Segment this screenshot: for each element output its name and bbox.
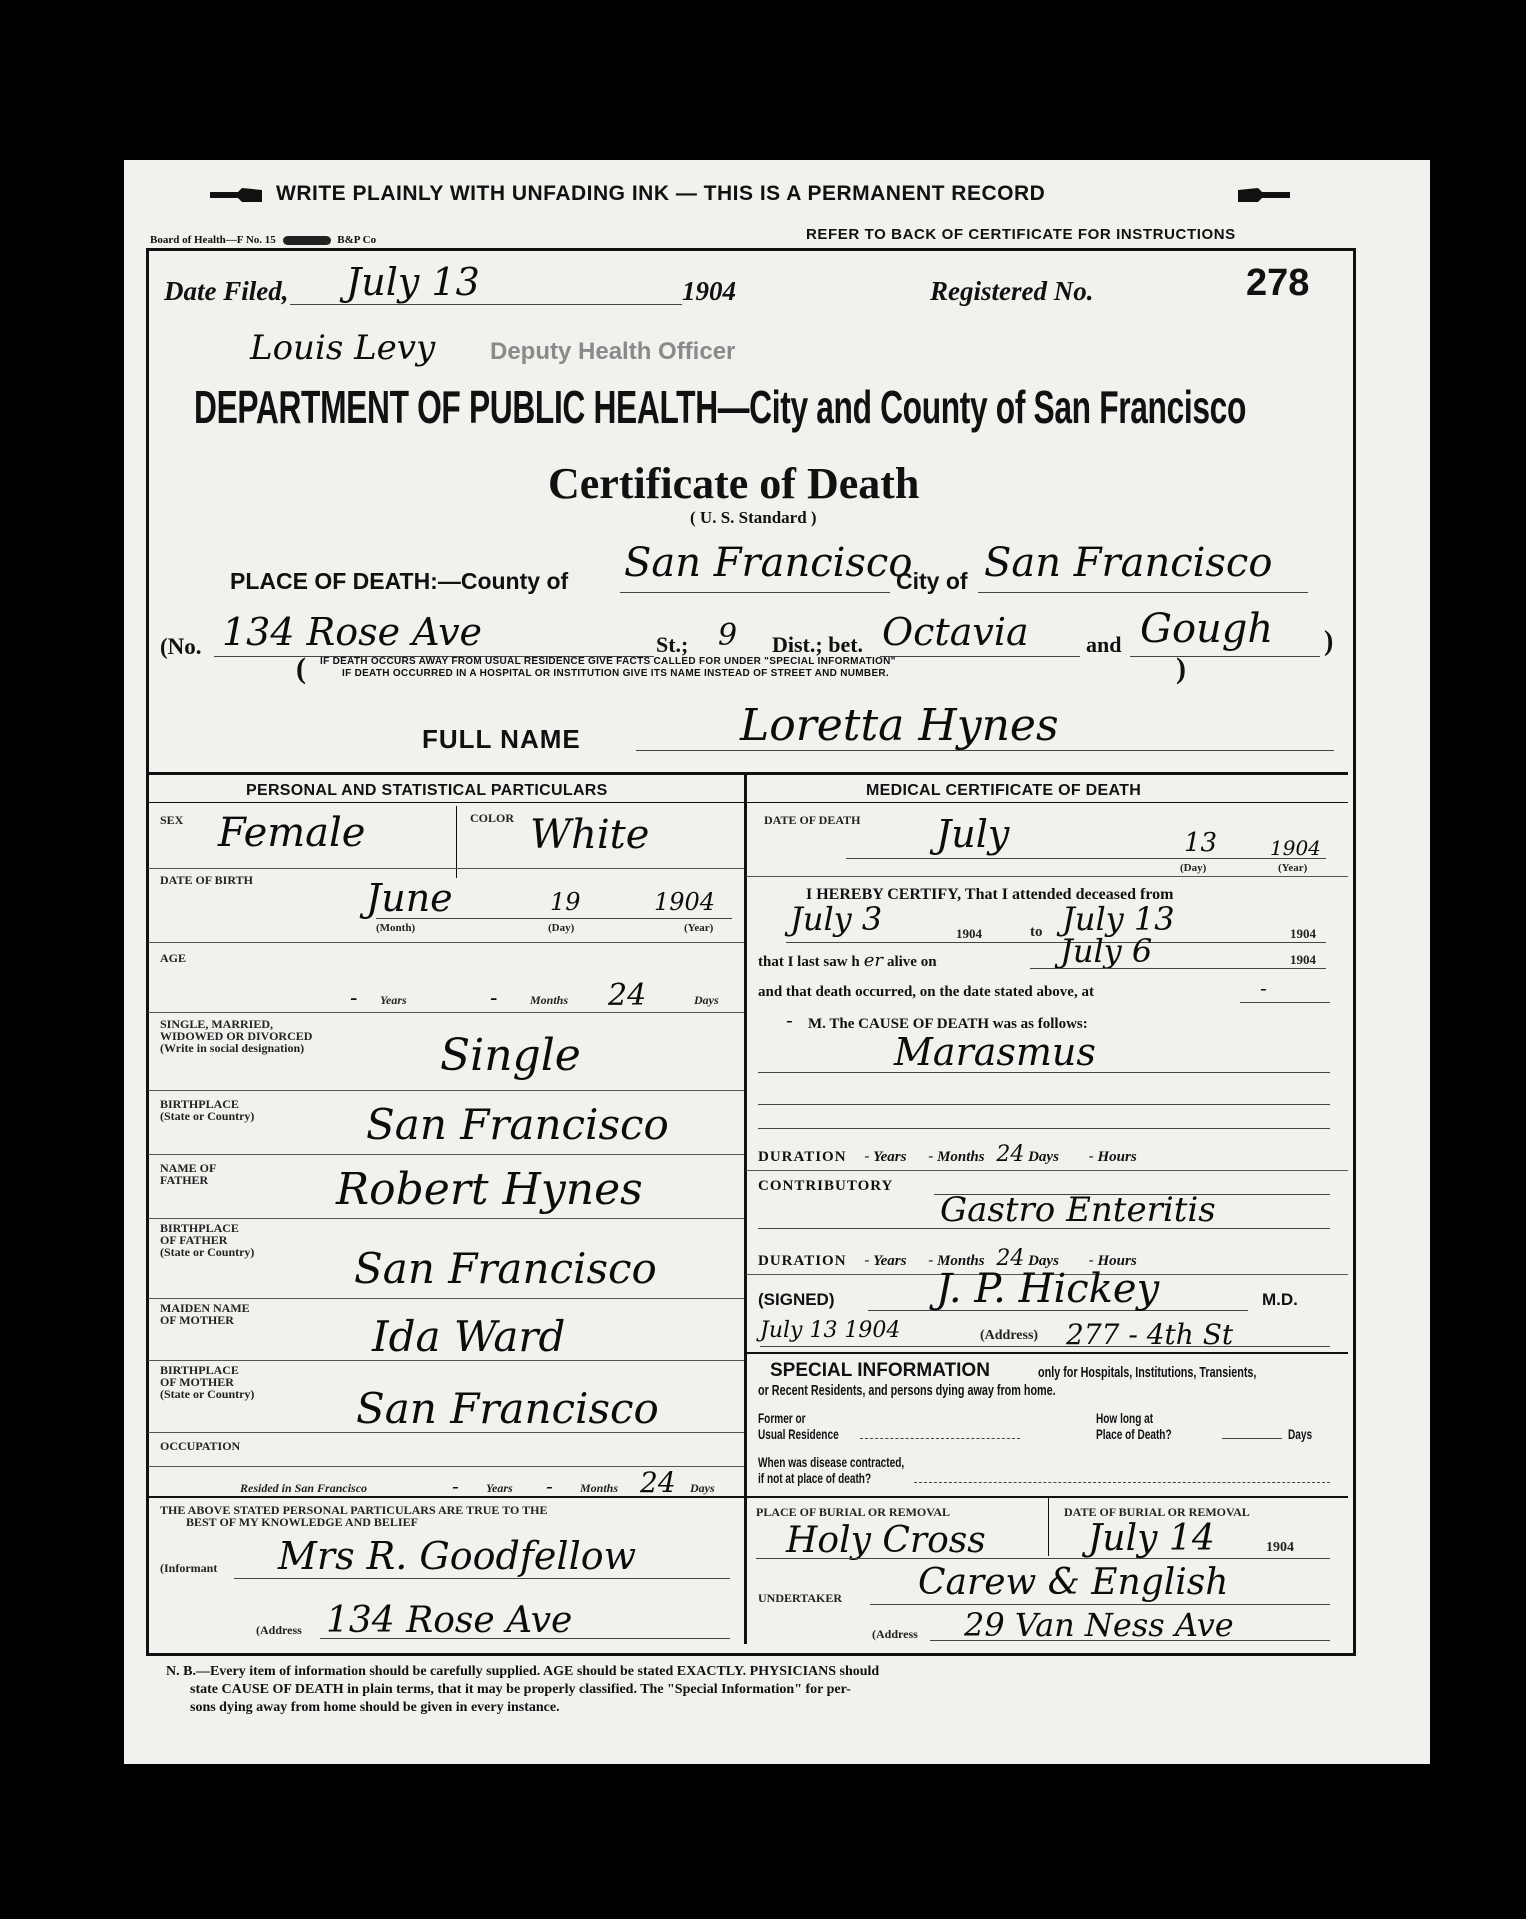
father-label-1: NAME OF	[160, 1161, 217, 1175]
special-note-2: or Recent Residents, and persons dying away from home.	[758, 1382, 1056, 1399]
certify-text: I HEREBY CERTIFY, That I attended deceased from	[806, 886, 1174, 903]
birthplace-row-rule	[148, 1154, 744, 1155]
informant-address-label: (Address	[256, 1623, 302, 1637]
dur1-days: 24	[996, 1142, 1025, 1167]
attended-to-label: to	[1030, 924, 1043, 940]
undertaker-label: UNDERTAKER	[758, 1591, 843, 1605]
dur1-years-caption: Years	[873, 1149, 907, 1165]
age-days-caption: Days	[694, 993, 719, 1007]
how-long-days: Days	[1288, 1426, 1313, 1442]
last-saw-text: that I last saw h	[758, 954, 860, 970]
dod-year-caption: (Year)	[1278, 862, 1308, 874]
dod-row-rule	[746, 876, 1348, 877]
place-of-death-label: PLACE OF DEATH:—County of	[230, 568, 569, 594]
dur2-years-caption: Years	[873, 1253, 907, 1269]
burial-top-rule	[746, 1496, 1348, 1498]
between1-line	[880, 656, 1080, 657]
sections-top-rule	[148, 772, 1348, 775]
special-heading: SPECIAL INFORMATION	[770, 1360, 990, 1381]
and-label: and	[1086, 632, 1122, 657]
informant-label: (Informant	[160, 1561, 218, 1575]
informant-name: Mrs R. Goodfellow	[278, 1534, 637, 1578]
dob-line	[376, 918, 732, 919]
birthplace-value: San Francisco	[366, 1100, 669, 1149]
county-line	[620, 592, 890, 593]
contracted-line	[914, 1482, 1330, 1483]
printer-text: B&P Co	[337, 234, 377, 246]
physician-signature: J. P. Hickey	[936, 1266, 1160, 1312]
dob-label: DATE OF BIRTH	[160, 873, 253, 887]
how-long-label-2: Place of Death?	[1096, 1426, 1172, 1442]
dod-label: DATE OF DEATH	[764, 813, 861, 827]
burial-line	[756, 1558, 1330, 1559]
date-filed-line	[290, 304, 682, 305]
occurred-line	[1240, 1002, 1330, 1003]
attended-from-year: 1904	[956, 926, 982, 941]
informant-statement-1: THE ABOVE STATED PERSONAL PARTICULARS ARE TRUE TO THE	[160, 1503, 548, 1517]
personal-heading: PERSONAL AND STATISTICAL PARTICULARS	[246, 782, 608, 799]
resided-days-caption: Days	[690, 1481, 715, 1495]
former-line	[860, 1438, 1020, 1439]
street-value: 134 Rose Ave	[222, 610, 483, 654]
mother-bp-value: San Francisco	[356, 1384, 659, 1433]
date-filed-value: July 13	[346, 260, 480, 304]
dist-value: 9	[718, 618, 738, 653]
md-label: M.D.	[1262, 1290, 1298, 1309]
father-value: Robert Hynes	[336, 1164, 643, 1215]
duration-row-1	[758, 1142, 1137, 1167]
footer-note-2: state CAUSE OF DEATH in plain terms, that it may be properly classified. The "Special Information" for per-	[190, 1682, 851, 1697]
physician-address-line	[760, 1346, 1330, 1347]
form-id	[150, 234, 376, 246]
former-label-1: Former or	[758, 1410, 806, 1426]
informant-top-rule	[148, 1496, 744, 1498]
city-label: City of	[896, 568, 968, 594]
medical-heading-rule	[746, 802, 1348, 803]
signed-date: July 13 1904	[760, 1318, 901, 1343]
deputy-title-stamp: Deputy Health Officer	[490, 338, 736, 365]
dob-day-caption: (Day)	[548, 922, 575, 934]
physician-address: 277 - 4th St	[1066, 1318, 1234, 1351]
ink-notice: WRITE PLAINLY WITH UNFADING INK — THIS IS A PERMANENT RECORD	[276, 182, 1046, 205]
father-bp-label-1: BIRTHPLACE	[160, 1221, 239, 1235]
attended-to-year: 1904	[1290, 926, 1316, 941]
last-saw-line	[1030, 968, 1326, 969]
mother-bp-label-3: (State or Country)	[160, 1387, 255, 1401]
place-note-close-paren: )	[1176, 652, 1186, 685]
mother-bp-row-rule	[148, 1432, 744, 1433]
resided-days: 24	[640, 1466, 676, 1499]
how-long-label-1: How long at	[1096, 1410, 1154, 1426]
dur1-months-caption: Months	[937, 1149, 985, 1165]
mother-label-1: MAIDEN NAME	[160, 1301, 250, 1315]
cause-line-3	[758, 1128, 1330, 1129]
dur2-days-caption: Days	[1028, 1253, 1059, 1269]
city-value: San Francisco	[984, 540, 1273, 586]
between1-value: Octavia	[882, 610, 1029, 654]
mother-bp-label-1: BIRTHPLACE	[160, 1363, 239, 1377]
age-label: AGE	[160, 951, 187, 965]
cause-line-1	[758, 1072, 1330, 1073]
informant-line	[234, 1578, 730, 1579]
undertaker-line	[870, 1604, 1330, 1605]
dur1-hours-caption: Hours	[1097, 1149, 1137, 1165]
between2-line	[1130, 656, 1320, 657]
city-line	[978, 592, 1308, 593]
county-value: San Francisco	[624, 540, 913, 586]
resided-months-caption: Months	[580, 1481, 619, 1495]
mother-bp-label-2: OF MOTHER	[160, 1375, 234, 1389]
burial-year: 1904	[1266, 1540, 1294, 1555]
undertaker-address-label: (Address	[872, 1627, 918, 1641]
alive-on-text: alive on	[886, 954, 937, 970]
certificate-title: Certificate of Death	[548, 459, 920, 508]
age-years-caption: Years	[380, 993, 407, 1007]
resided-months: -	[546, 1474, 553, 1498]
dob-month-caption: (Month)	[376, 922, 416, 934]
undertaker-value: Carew & English	[918, 1562, 1229, 1603]
pointing-hand-right-icon	[1236, 186, 1292, 204]
mother-label-2: OF MOTHER	[160, 1313, 234, 1327]
date-filed-year: 1904	[682, 276, 736, 306]
us-standard: ( U. S. Standard )	[690, 508, 817, 527]
street-close-paren: )	[1324, 626, 1334, 657]
dob-row-rule	[148, 942, 744, 943]
resided-years-caption: Years	[486, 1481, 513, 1495]
st-label: St.;	[656, 632, 689, 657]
resided-years: -	[452, 1474, 459, 1498]
physician-address-label: (Address)	[980, 1328, 1039, 1343]
dur2-months: -	[928, 1251, 934, 1269]
burial-place: Holy Cross	[786, 1520, 986, 1561]
burial-divider	[1048, 1498, 1049, 1556]
dod-year: 1904	[1270, 836, 1321, 860]
dur1-hours: -	[1088, 1147, 1094, 1165]
contributory-line-2	[758, 1228, 1330, 1229]
place-note-2: IF DEATH OCCURRED IN A HOSPITAL OR INSTITUTION GIVE ITS NAME INSTEAD OF STREET AND NUMBER.	[342, 668, 890, 679]
deputy-signature: Louis Levy	[250, 328, 436, 368]
age-row-rule	[148, 1012, 744, 1013]
burial-date: July 14	[1088, 1518, 1215, 1559]
father-label-2: FATHER	[160, 1173, 209, 1187]
department-title: DEPARTMENT OF PUBLIC HEALTH—City and County of San Francisco	[194, 381, 1247, 433]
refer-back-note: REFER TO BACK OF CERTIFICATE FOR INSTRUCTIONS	[806, 226, 1236, 243]
between2-value: Gough	[1140, 606, 1274, 652]
pointing-hand-left-icon	[208, 186, 264, 204]
full-name-value: Loretta Hynes	[740, 700, 1059, 751]
father-bp-label-3: (State or Country)	[160, 1245, 255, 1259]
dod-day-caption: (Day)	[1180, 862, 1207, 874]
duration-label-1: DURATION	[758, 1149, 847, 1165]
special-note-1: only for Hospitals, Institutions, Transients,	[1038, 1364, 1257, 1381]
marital-value: Single	[440, 1030, 581, 1081]
footer-note-3: sons dying away from home should be given in every instance.	[190, 1700, 560, 1715]
medical-heading: MEDICAL CERTIFICATE OF DEATH	[866, 782, 1142, 799]
birthplace-label-1: BIRTHPLACE	[160, 1097, 239, 1111]
age-months: -	[490, 986, 498, 1011]
occurred-text: and that death occurred, on the date stated above, at	[758, 984, 1094, 1000]
sex-value: Female	[218, 810, 366, 856]
registered-label: Registered No.	[930, 276, 1094, 306]
dod-line	[846, 858, 1326, 859]
attended-from: July 3	[790, 900, 883, 938]
special-top-rule	[746, 1352, 1348, 1354]
last-saw-her: er	[863, 950, 883, 971]
occurred-time: -	[1260, 976, 1267, 1000]
color-value: White	[530, 812, 650, 858]
informant-statement-2: BEST OF MY KNOWLEDGE AND BELIEF	[186, 1515, 418, 1529]
cause-value: Marasmus	[894, 1030, 1096, 1074]
footer-note-1: N. B.—Every item of information should be carefully supplied. AGE should be stated EXACTLY. PHYSICIANS should	[166, 1664, 880, 1679]
date-filed-label: Date Filed,	[164, 276, 289, 306]
father-row-rule	[148, 1218, 744, 1219]
dur2-days: 24	[996, 1246, 1025, 1271]
last-saw-year: 1904	[1290, 952, 1316, 967]
how-long-line	[1222, 1438, 1282, 1439]
undertaker-address: 29 Van Ness Ave	[964, 1606, 1234, 1644]
dur1-months: -	[928, 1147, 934, 1165]
full-name-label: FULL NAME	[422, 724, 581, 754]
marital-row-rule	[148, 1090, 744, 1091]
last-saw-label	[758, 950, 937, 971]
dur1-days-caption: Days	[1028, 1149, 1059, 1165]
last-saw-date: July 6	[1060, 932, 1153, 970]
dod-day: 13	[1184, 828, 1218, 858]
dod-month: July	[936, 812, 1010, 856]
color-label: COLOR	[470, 811, 515, 825]
dist-label: Dist.; bet.	[772, 632, 864, 657]
marital-label-1: SINGLE, MARRIED,	[160, 1017, 274, 1031]
cause-intro: M. The CAUSE OF DEATH was as follows:	[808, 1016, 1088, 1032]
attended-to: July 13	[1062, 900, 1175, 938]
cause-line-2	[758, 1104, 1330, 1105]
occupation-label: OCCUPATION	[160, 1439, 241, 1453]
contributory-value: Gastro Enteritis	[940, 1190, 1216, 1230]
dur2-hours: -	[1088, 1251, 1094, 1269]
personal-heading-rule	[148, 802, 744, 803]
union-label-icon	[283, 236, 331, 245]
dur1-years: -	[864, 1147, 870, 1165]
mother-value: Ida Ward	[372, 1312, 566, 1361]
dob-month: June	[366, 876, 453, 920]
father-bp-row-rule	[148, 1298, 744, 1299]
dur2-months-caption: Months	[937, 1253, 985, 1269]
attended-line	[786, 942, 1326, 943]
age-years: -	[350, 986, 358, 1011]
duration-label-2: DURATION	[758, 1253, 847, 1269]
resided-label: Resided in San Francisco	[240, 1481, 368, 1495]
form-id-text: Board of Health—F No. 15	[150, 234, 276, 246]
father-bp-label-2: OF FATHER	[160, 1233, 228, 1247]
place-note-1: IF DEATH OCCURS AWAY FROM USUAL RESIDENCE GIVE FACTS CALLED FOR UNDER "SPECIAL INFORMATION"	[320, 656, 896, 667]
father-bp-value: San Francisco	[354, 1244, 657, 1293]
informant-address: 134 Rose Ave	[326, 1600, 573, 1641]
sex-row-rule	[148, 868, 744, 869]
marital-label-3: (Write in social designation)	[160, 1041, 305, 1055]
contracted-label-2: if not at place of death?	[758, 1470, 872, 1486]
dur2-hours-caption: Hours	[1097, 1253, 1137, 1269]
burial-place-label: PLACE OF BURIAL OR REMOVAL	[756, 1505, 951, 1519]
marital-label-2: WIDOWED OR DIVORCED	[160, 1029, 313, 1043]
dob-year: 1904	[654, 888, 716, 916]
m-prefix: -	[786, 1008, 793, 1032]
street-no-label: (No.	[160, 634, 202, 659]
registered-number: 278	[1246, 262, 1310, 304]
contracted-label-1: When was disease contracted,	[758, 1454, 905, 1470]
burial-date-label: DATE OF BURIAL OR REMOVAL	[1064, 1505, 1250, 1519]
place-note-open-paren: (	[296, 652, 306, 685]
dur2-years: -	[864, 1251, 870, 1269]
age-months-caption: Months	[530, 993, 569, 1007]
sex-label: SEX	[160, 813, 184, 827]
dob-year-caption: (Year)	[684, 922, 714, 934]
signed-label: (SIGNED)	[758, 1290, 835, 1309]
former-label-2: Usual Residence	[758, 1426, 839, 1442]
birthplace-label-2: (State or Country)	[160, 1109, 255, 1123]
contributory-label: CONTRIBUTORY	[758, 1178, 894, 1194]
dob-day: 19	[550, 888, 581, 916]
age-days: 24	[608, 978, 647, 1013]
duration-1-rule	[746, 1170, 1348, 1171]
sections-divider	[744, 774, 747, 1644]
mother-row-rule	[148, 1360, 744, 1361]
